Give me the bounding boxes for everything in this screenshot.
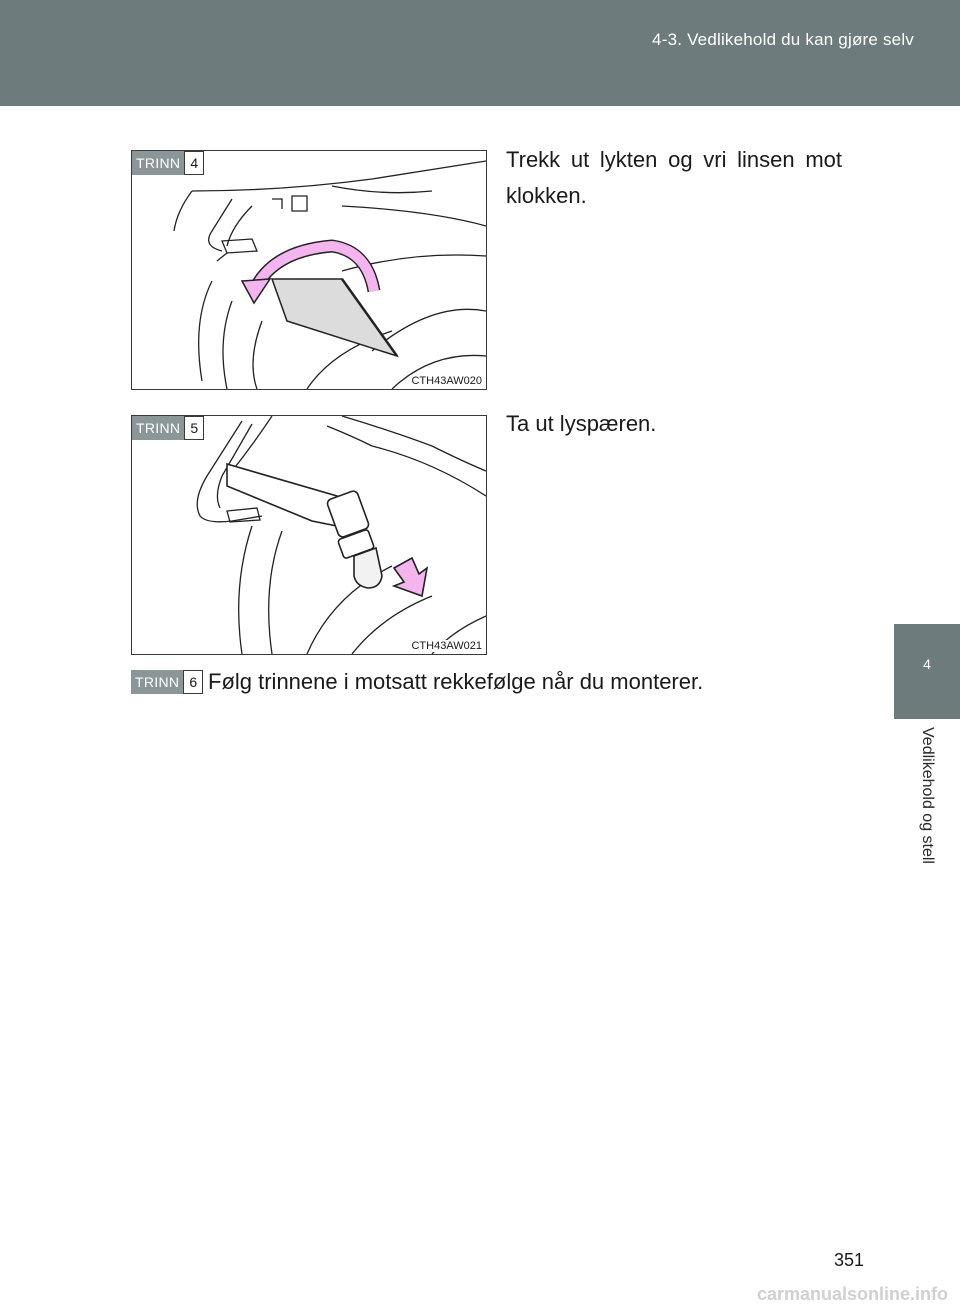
page-number: 351 [833,1250,864,1270]
step-number: 4 [184,151,204,175]
step-word: TRINN [132,416,184,440]
step-word: TRINN [131,670,183,694]
figure-step-5 [131,415,487,655]
watermark: carmanualsonline.info [756,1284,948,1304]
chapter-label-area [894,719,960,909]
chapter-tab[interactable] [894,624,960,719]
lamp-lens-shape [272,279,397,356]
step-badge-4 [132,151,204,175]
pull-arrow-icon [394,558,427,596]
step-6-text: Følg trinnene i motsatt rekkefølge når du monterer. [208,669,704,694]
figure-code: CTH43AW021 [411,640,482,652]
page-header [0,0,960,106]
light-bulb-icon [354,548,382,588]
step-badge-6 [131,670,203,694]
chapter-number: 4 [923,656,931,672]
section-title: 4-3. Vedlikehold du kan gjøre selv [652,30,914,49]
step-number: 6 [183,670,203,694]
figure-code: CTH43AW020 [411,375,482,387]
step-badge-5 [132,416,204,440]
figure-step-4 [131,150,487,390]
step-word: TRINN [132,151,184,175]
step-5-text: Ta ut lyspæren. [506,411,657,436]
lamp-lens-illustration [132,151,486,389]
step-4-text: Trekk ut lykten og vri linsen mot klokken. [506,147,842,208]
chapter-label: Vedlikehold og stell [919,727,936,864]
step-number: 5 [184,416,204,440]
bulb-removal-illustration [132,416,486,654]
